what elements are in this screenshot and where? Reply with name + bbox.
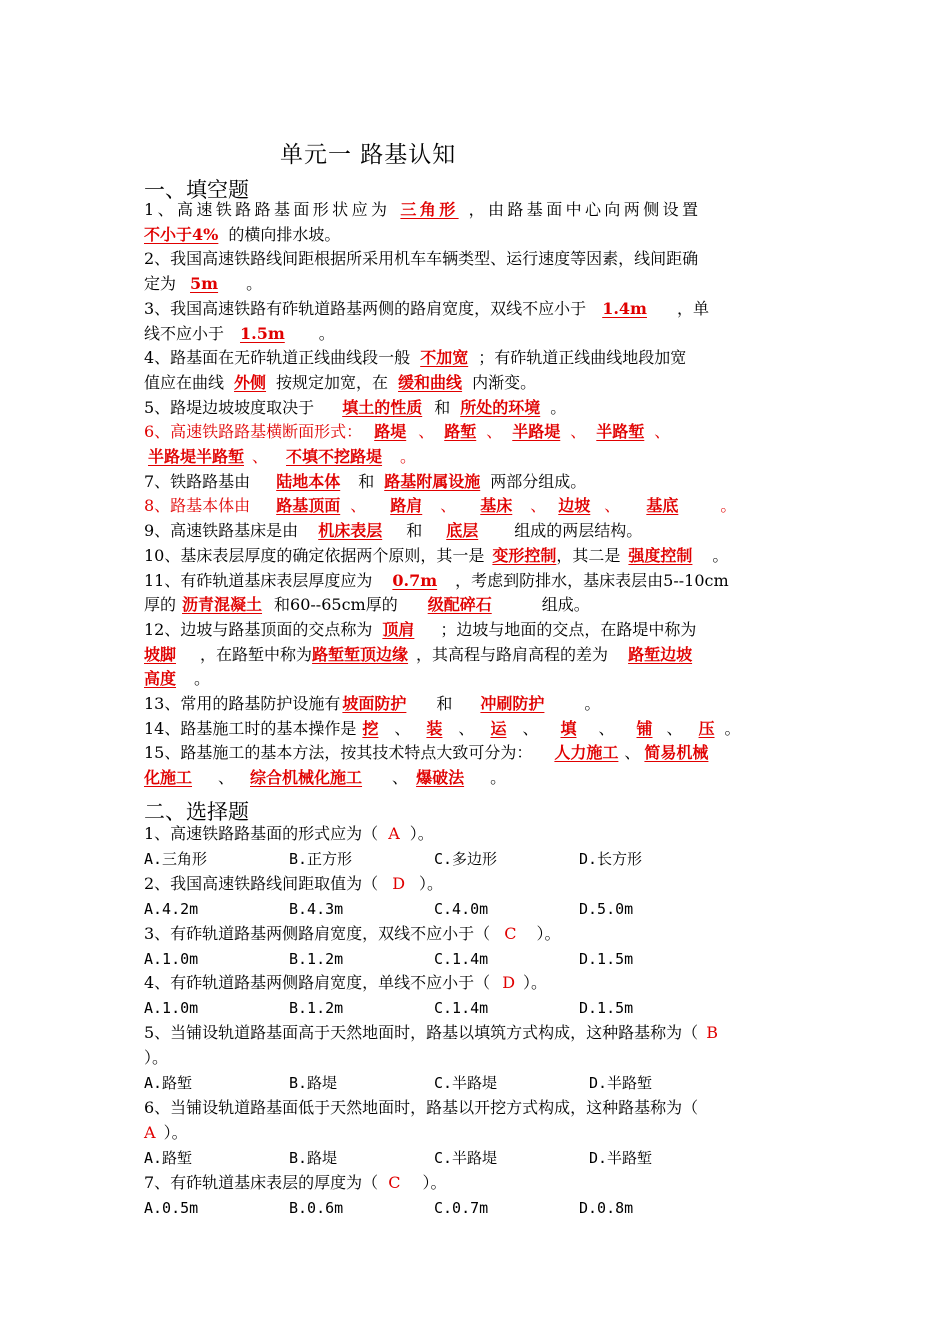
- answer: 不小于4%: [144, 224, 219, 244]
- answer: 所处的环境: [460, 397, 541, 417]
- option-c: C.半路堤: [434, 1074, 498, 1093]
- option-b: B.4.3m: [289, 899, 344, 918]
- section-choice-title: 二、选择题: [144, 800, 249, 824]
- answer: 人力施工: [554, 743, 619, 763]
- answer: 三角形: [400, 200, 459, 219]
- answer: 路堑堑顶边缘: [312, 644, 409, 664]
- fill-question-12-end: 高度 。: [144, 669, 211, 689]
- answer: 顶肩: [382, 619, 415, 639]
- option-a: A.0.5m: [144, 1198, 199, 1217]
- answer: 沥青混凝土: [182, 595, 263, 615]
- option-c: C.0.7m: [434, 1198, 489, 1217]
- choice-options-7: [144, 1196, 814, 1221]
- choice-question-1: 1、高速铁路路基面的形式应为（ A ）。: [144, 824, 434, 843]
- option-c: C.4.0m: [434, 899, 489, 918]
- choice-answer: C: [388, 1172, 401, 1192]
- option-a: A.路堑: [144, 1074, 193, 1093]
- choice-question-6-cont: A ）。: [144, 1122, 188, 1142]
- answer: 简易机械: [644, 743, 709, 763]
- option-a: A.1.0m: [144, 999, 199, 1018]
- option-a: A.路堑: [144, 1148, 193, 1167]
- choice-question-2: 2、我国高速铁路线间距取值为（ D ）。: [144, 873, 444, 893]
- option-d: D.半路堑: [589, 1074, 653, 1093]
- answer: 级配碎石: [427, 595, 492, 615]
- fill-question-15: 15、路基施工的基本方法，按其技术特点大致可分为： 人力施工 、 简易机械: [144, 743, 709, 763]
- choice-answer: D: [502, 973, 516, 993]
- choice-question-7: 7、有砟轨道基床表层的厚度为（ C ）。: [144, 1172, 447, 1192]
- answer: 爆破法: [416, 768, 465, 788]
- answer: 填土的性质: [342, 397, 423, 417]
- option-d: D.长方形: [579, 849, 643, 868]
- fill-question-2-cont: 定为 5m 。: [144, 274, 263, 294]
- choice-question-6: 6、当铺设轨道路基面低于天然地面时，路基以开挖方式构成，这种路基称为（: [144, 1097, 699, 1117]
- answer: 路堤: [374, 422, 407, 442]
- choice-question-5: 5、当铺设轨道路基面高于天然地面时，路基以填筑方式构成，这种路基称为（ B: [144, 1023, 718, 1043]
- answer: 综合机械化施工: [250, 768, 363, 788]
- choice-answer: A: [144, 1122, 156, 1142]
- answer: 外侧: [234, 372, 267, 392]
- answer: 路基附属设施: [384, 471, 481, 491]
- answer: 填: [560, 718, 577, 738]
- option-b: B.0.6m: [289, 1198, 344, 1217]
- answer: 运: [490, 718, 507, 738]
- answer: 强度控制: [628, 545, 693, 565]
- answer: 坡面防护: [342, 694, 407, 714]
- option-b: B.路堤: [289, 1148, 338, 1167]
- choice-options-1: [144, 847, 814, 872]
- answer: 路肩: [390, 496, 423, 516]
- answer: 铺: [636, 718, 653, 738]
- fill-question-6-cont: 半路堤半路堑 、 不填不挖路堤 。: [144, 445, 806, 470]
- choice-question-4: 4、有砟轨道路基两侧路肩宽度，单线不应小于（ D ）。: [144, 973, 548, 993]
- option-a: A.4.2m: [144, 899, 199, 918]
- answer: 不加宽: [420, 348, 469, 368]
- choice-answer: A: [388, 824, 400, 843]
- fill-question-2: 2、我国高速铁路线间距根据所采用机车车辆类型、运行速度等因素，线间距确: [144, 249, 699, 269]
- fill-question-11-cont: 厚的 沥青混凝土 和60--65cm厚的 级配碎石 组成。: [144, 595, 590, 615]
- choice-question-3: 3、有砟轨道路基两侧路肩宽度，双线不应小于（ C ）。: [144, 923, 561, 943]
- answer: 边坡: [558, 496, 591, 516]
- choice-answer: D: [392, 873, 406, 893]
- answer: 坡脚: [144, 644, 177, 664]
- answer: 0.7m: [392, 570, 438, 590]
- choice-options-3: [144, 947, 814, 972]
- answer: 5m: [190, 274, 219, 294]
- answer: 底层: [446, 521, 479, 541]
- choice-question-5-cont: ）。: [144, 1048, 169, 1068]
- choice-options-5: [144, 1071, 814, 1096]
- answer: 变形控制: [492, 545, 557, 565]
- option-b: B.路堤: [289, 1074, 338, 1093]
- answer: 压: [698, 718, 715, 738]
- option-d: D.1.5m: [579, 949, 634, 968]
- answer: 不填不挖路堤: [286, 447, 383, 467]
- choice-section: [144, 822, 814, 1221]
- option-a: A.三角形: [144, 849, 208, 868]
- fill-question-1: 1、高速铁路路基面形状应为 三角形 ，由路基面中心向两侧设置: [144, 200, 702, 219]
- answer: 半路堑: [596, 422, 645, 442]
- fill-question-5: 5、路堤边坡坡度取决于 填土的性质 和 所处的环境 。: [144, 397, 567, 417]
- option-b: B.正方形: [289, 849, 353, 868]
- answer: 1.4m: [602, 298, 647, 318]
- choice-answer: C: [504, 923, 517, 943]
- answer: 高度: [144, 669, 177, 689]
- answer: 缓和曲线: [398, 372, 463, 392]
- option-b: B.1.2m: [289, 949, 344, 968]
- answer: 1.5m: [240, 323, 285, 343]
- fill-question-3-cont: 线不应小于 1.5m 。: [144, 323, 335, 343]
- option-a: A.1.0m: [144, 949, 199, 968]
- fill-in-section: [144, 198, 806, 791]
- answer: 陆地本体: [276, 471, 341, 491]
- answer: 化施工: [144, 768, 193, 788]
- option-d: D.半路堑: [589, 1148, 653, 1167]
- option-c: C.1.4m: [434, 999, 489, 1018]
- answer: 基底: [646, 496, 679, 516]
- option-c: C.多边形: [434, 849, 498, 868]
- fill-question-3: 3、我国高速铁路有砟轨道路基两侧的路肩宽度，双线不应小于 1.4m ，单: [144, 298, 709, 318]
- answer: 路堑: [444, 422, 477, 442]
- answer: 挖: [362, 718, 379, 738]
- choice-options-6: [144, 1146, 814, 1171]
- answer: 路基顶面: [276, 496, 341, 516]
- option-b: B.1.2m: [289, 999, 344, 1018]
- fill-question-12: 12、边坡与路基顶面的交点称为 顶肩 ；边坡与地面的交点，在路堤中称为: [144, 619, 697, 639]
- option-c: C.半路堤: [434, 1148, 498, 1167]
- fill-question-6: 6、高速铁路路基横断面形式： 路堤 、 路堑 、 半路堤 、 半路堑 、: [144, 422, 671, 442]
- choice-options-4: [144, 996, 814, 1021]
- answer: 机床表层: [318, 521, 383, 541]
- answer: 路堑边坡: [628, 644, 693, 664]
- answer: 冲刷防护: [480, 694, 545, 714]
- option-c: C.1.4m: [434, 949, 489, 968]
- section-fill-title: 一、填空题: [144, 178, 249, 202]
- answer: 基床: [480, 496, 513, 516]
- fill-question-14: 14、路基施工时的基本操作是 挖 、 装 、 运 、 填 、 铺 、 压 。: [144, 718, 741, 738]
- option-d: D.0.8m: [579, 1198, 634, 1217]
- fill-question-4: 4、路基面在无砟轨道正线曲线段一般 不加宽 ；有砟轨道正线曲线地段加宽: [144, 348, 687, 368]
- fill-question-12-cont: 坡脚 ，在路堑中称为路堑堑顶边缘 ，其高程与路肩高程的差为 路堑边坡: [144, 644, 693, 664]
- page-title: 单元一 路基认知: [280, 142, 457, 168]
- option-d: D.5.0m: [579, 899, 634, 918]
- fill-question-10: 10、基床表层厚度的确定依据两个原则，其一是 变形控制，其二是 强度控制 。: [144, 545, 729, 565]
- fill-question-8: 8、路基本体由 路基顶面 、 路肩 、 基床 、 边坡 、 基底 。: [144, 496, 737, 516]
- answer: 半路堤半路堑: [148, 447, 245, 467]
- fill-question-4-cont: 值应在曲线 外侧 按规定加宽，在 缓和曲线 内渐变。: [144, 372, 537, 392]
- answer: 装: [426, 718, 443, 738]
- answer: 半路堤: [512, 422, 561, 442]
- fill-question-13: 13、常用的路基防护设施有 坡面防护 和 冲刷防护 。: [144, 694, 601, 714]
- choice-options-2: [144, 897, 814, 922]
- choice-answer: B: [706, 1023, 718, 1043]
- fill-question-7: 7、铁路路基由 陆地本体 和 路基附属设施 两部分组成。: [144, 471, 587, 491]
- option-d: D.1.5m: [579, 999, 634, 1018]
- fill-question-11: 11、有砟轨道基床表层厚度应为 0.7m ，考虑到防排水，基床表层由5--10cm: [144, 570, 729, 590]
- fill-question-15-cont: 化施工 、 综合机械化施工 、 爆破法 。: [144, 768, 507, 788]
- fill-question-9: 9、高速铁路基床是由 机床表层 和 底层 组成的两层结构。: [144, 521, 643, 541]
- fill-question-1-cont: 不小于4% 的横向排水坡。: [144, 224, 341, 244]
